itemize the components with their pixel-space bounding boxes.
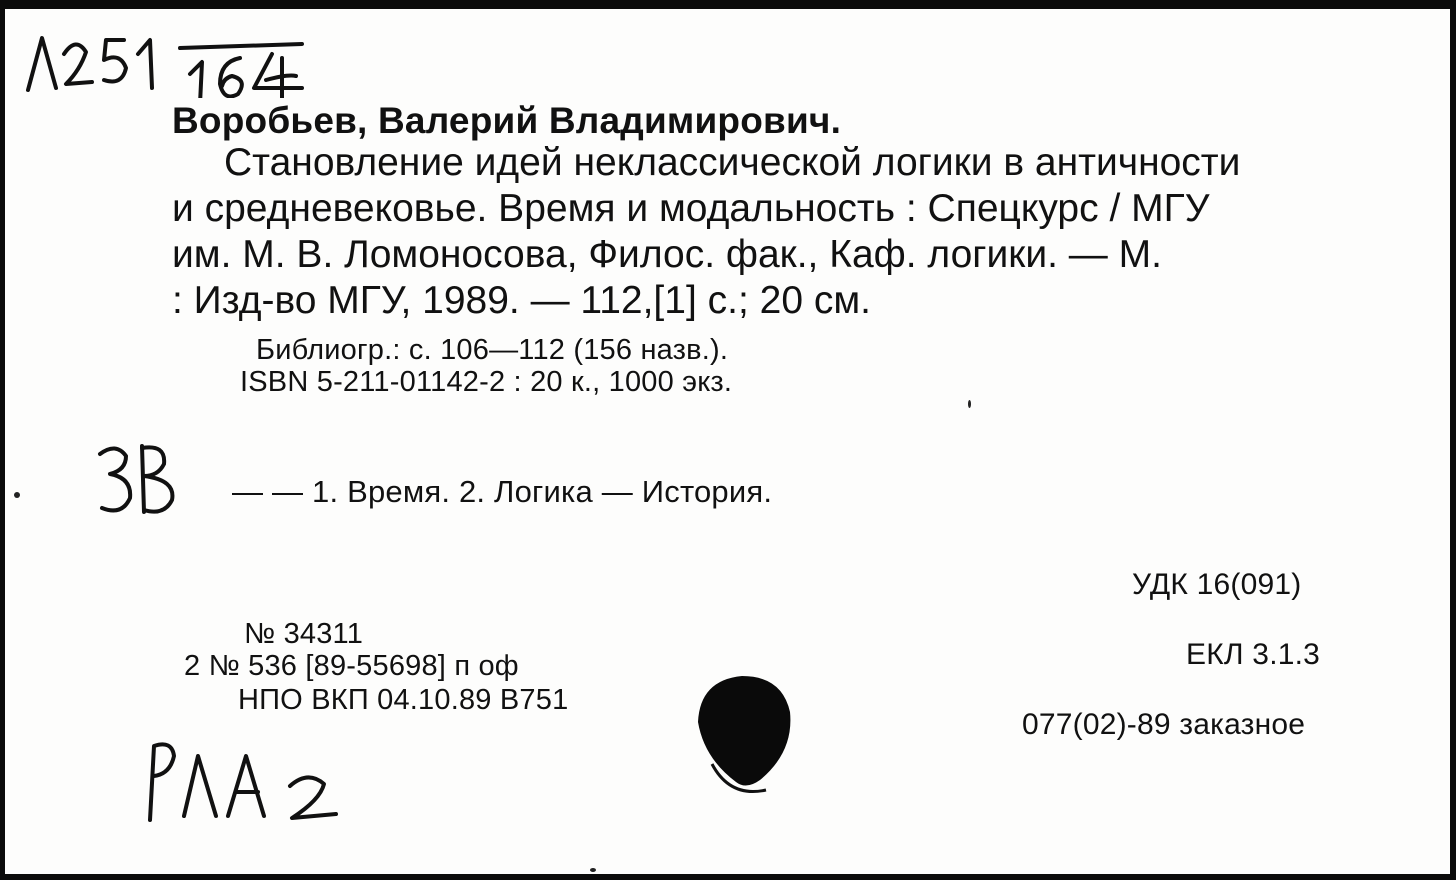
- card-border-top: [0, 0, 1456, 9]
- description-line: : Изд-во МГУ, 1989. — 112,[1] с.; 20 см.: [172, 279, 871, 322]
- author-heading: Воробьев, Валерий Владимирович.: [172, 100, 842, 141]
- description-line: им. М. В. Ломоносова, Филос. фак., Каф. логики. — М.: [172, 233, 1162, 276]
- handwritten-location-mark: [140, 736, 350, 826]
- card-border-left: [0, 0, 5, 880]
- speck: [590, 868, 596, 872]
- card-border-right: [1450, 0, 1456, 880]
- punch-hole: [690, 662, 800, 802]
- order-code: 077(02)-89 заказное: [1022, 708, 1306, 741]
- description-line: и средневековье. Время и модальность : Спецкурс / МГУ: [172, 187, 1210, 230]
- print-run-number: 2 № 536 [89-55698] п оф: [184, 650, 519, 682]
- printer-info: НПО ВКП 04.10.89 В751: [238, 684, 569, 716]
- subject-headings: — — 1. Время. 2. Логика — История.: [232, 474, 773, 509]
- title-description: [172, 140, 1342, 324]
- bibliography-note: Библиогр.: с. 106—112 (156 назв.).: [256, 334, 729, 366]
- card-number: № 34311: [244, 618, 364, 650]
- isbn-note: ISBN 5-211-01142-2 : 20 к., 1000 экз.: [240, 366, 733, 398]
- speck: [968, 400, 971, 408]
- description-line: Становление идей неклассической логики в античности: [224, 141, 1241, 184]
- card-border-bottom: [0, 874, 1456, 880]
- ekl-classification: ЕКЛ 3.1.3: [1186, 638, 1321, 671]
- speck: [14, 492, 20, 498]
- handwritten-class-mark: [92, 440, 192, 520]
- handwritten-shelf-mark: [20, 18, 310, 98]
- udk-classification: УДК 16(091): [1132, 568, 1302, 601]
